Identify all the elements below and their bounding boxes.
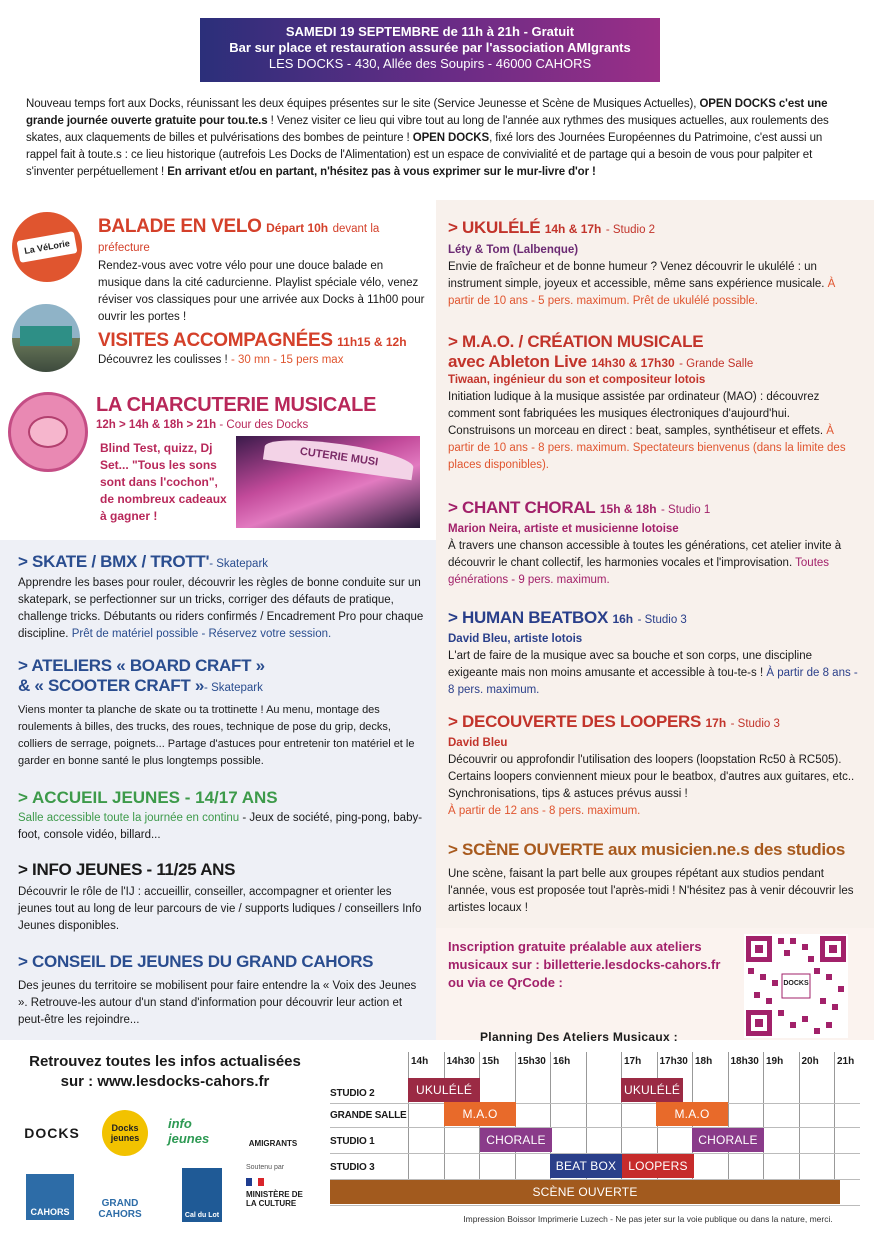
- board-craft-title-1: > ATELIERS « BOARD CRAFT »: [18, 656, 265, 675]
- amigrants-logo: AMIGRANTS: [248, 1139, 298, 1148]
- visites-text: Découvrez les coulisses !: [98, 354, 228, 366]
- bar-ukulele-14h: UKULÉLÉ: [408, 1078, 480, 1102]
- accueil-jeunes-section: [18, 788, 428, 844]
- row-label-studio3: STUDIO 3: [330, 1162, 375, 1173]
- velorie-logo: [12, 212, 82, 282]
- french-flag-icon: [246, 1178, 264, 1186]
- bar-chorale-18h: CHORALE: [692, 1128, 764, 1152]
- loopers-title: > DECOUVERTE DES LOOPERS: [448, 712, 702, 731]
- skate-title: > SKATE / BMX / TROTT': [18, 552, 210, 571]
- retrouvez-line1: Retrouvez toutes les infos actualisées: [29, 1053, 301, 1070]
- grid-hour-label: 15h: [482, 1056, 500, 1067]
- grid-hour-label: 18h30: [730, 1056, 759, 1067]
- grid-row-line: [330, 1103, 860, 1104]
- loopers-place: - Studio 3: [730, 718, 780, 730]
- grid-hour-label: 14h: [411, 1056, 429, 1067]
- chant-info: Toutes générations - 9 pers. maximum.: [448, 557, 830, 586]
- intro-open-docks-tagline: c'est une grande journée ouverte gratuite pour tou.te.s: [26, 98, 828, 127]
- info-jeunes-text: Découvrir le rôle de l'IJ : accueillir, conseiller, accompagner et orienter les jeunes tout au long de leur parcours de vie / supports ludiques / conseillers Info Jeunes disponibles.: [18, 886, 422, 932]
- charcuterie-time: 12h > 14h & 18h > 21h: [96, 419, 217, 431]
- row-label-studio1: STUDIO 1: [330, 1136, 375, 1147]
- board-craft-text: Viens monter ta planche de skate ou ta trottinette ! Au menu, montage des roulements à billes, des trucks, des roues, technique de pose du grip, decks, colliers de serrage, poignets... Partage d'astuces pour entretenir ton matériel et le garder en bonne santé le plus longtemps possible.: [18, 704, 415, 767]
- ukulele-section: [448, 218, 858, 310]
- row-label-grande-salle: GRANDE SALLE: [330, 1110, 407, 1121]
- conseil-jeunes-text: Des jeunes du territoire se mobilisent pour faire entendre la « Voix des Jeunes ». Retrouve-les autour d'un stand d'information pour découvrir leur action et peut-être les rejoindre...: [18, 980, 417, 1026]
- ukulele-place: - Studio 2: [605, 224, 656, 236]
- velorie-logo-text: La VéLorie: [17, 231, 78, 263]
- bar-loopers-17h: LOOPERS: [622, 1154, 694, 1178]
- mao-section: [448, 332, 858, 474]
- grid-row-line: [330, 1127, 860, 1128]
- row-label-studio2: STUDIO 2: [330, 1088, 375, 1099]
- docks-logo: DOCKS: [24, 1125, 80, 1141]
- board-craft-section: [18, 656, 428, 770]
- bar-mao-14h30: M.A.O: [444, 1102, 516, 1126]
- ministere-culture-logo: MINISTÈRE DE LA CULTURE: [246, 1190, 303, 1208]
- loopers-time: 17h: [705, 716, 727, 730]
- intro-p2c: , fixé lors des Journées Européennes du Patrimoine, c'est aussi un rappel fait à toute.s : ce lieu historique (autrefois Les Docks de l'Alimentation) est un espace de convivialité et de partage qui a besoin de vous pour palpiter et s'inventer perpétuellement !: [26, 132, 823, 178]
- cahors-logo: CAHORS: [26, 1174, 74, 1220]
- inscription-text: Inscription gratuite préalable aux ateliers musicaux sur : billetterie.lesdocks-cahors.fr ou via ce QrCode :: [448, 939, 721, 990]
- retrouvez-url[interactable]: sur : www.lesdocks-cahors.fr: [60, 1073, 270, 1090]
- mao-text: Initiation ludique à la musique assistée par ordinateur (MAO) : découvrez comment sont fabriquées les musiques électroniques d'aujourd'hui. Construisons un morceau en direct : beat, samples, synthétiseur et effets.: [448, 391, 824, 437]
- skate-section: [18, 552, 428, 643]
- charcuterie-pig-logo: [8, 392, 88, 472]
- chant-time: 15h & 18h: [599, 502, 657, 516]
- intro-p2: ! Venez visiter ce lieu qui vibre tout au long de l'année aux rythmes des musiques actuelles, aux roulements des skates, aux claquements de billes et pulvérisations des bombes de peinture !: [26, 115, 829, 144]
- mao-time: 14h30 & 17h30: [591, 356, 675, 370]
- grid-hour-label: 20h: [801, 1056, 819, 1067]
- grid-hour-label: 16h: [553, 1056, 571, 1067]
- grid-hour-label: 14h30: [446, 1056, 475, 1067]
- impression-note: Impression Boissor Imprimerie Luzech - Ne pas jeter sur la voie publique ou dans la nature, merci.: [463, 1214, 833, 1224]
- cal-du-lot-logo: Cal du Lot: [182, 1168, 222, 1222]
- ukulele-info: À partir de 10 ans - 5 pers. maximum. Prêt de ukulélé possible.: [448, 278, 836, 307]
- grid-hour-label: 21h: [837, 1056, 855, 1067]
- grid-hour-label: 15h30: [517, 1056, 546, 1067]
- accueil-jeunes-info: Salle accessible toute la journée en continu: [18, 812, 240, 824]
- mao-title-1: > M.A.O. / CRÉATION MUSICALE: [448, 332, 704, 351]
- charcuterie-place: - Cour des Docks: [219, 419, 309, 431]
- loopers-who: David Bleu: [448, 737, 508, 749]
- mao-info: À partir de 10 ans - 8 pers. maximum. Spectateurs bienvenus (dans la limite des places disponibles).: [448, 425, 846, 471]
- intro-p1: Nouveau temps fort aux Docks, réunissant les deux équipes présentes sur le site (Service Jeunesse et Scène de Musiques Actuelles),: [26, 98, 697, 110]
- ukulele-title: > UKULÉLÉ: [448, 218, 541, 237]
- charcuterie-section: [96, 394, 436, 431]
- chant-choral-section: [448, 498, 858, 589]
- banner-address: LES DOCKS - 430, Allée des Soupirs - 46000 CAHORS: [268, 56, 592, 71]
- charcuterie-photo-sign: CUTERIE MUSI: [263, 436, 415, 480]
- banner-bar: Bar sur place et restauration assurée par l'association AMIgrants: [229, 40, 631, 55]
- beatbox-time: 16h: [612, 612, 634, 626]
- balade-velo-text: Rendez-vous avec votre vélo pour une douce balade en musique dans la cité cadurcienne. Playlist spéciale vélo, venez réviser vos classiques pour une arrivée aux Docks à 11h00 pour ouvrir les portes !: [98, 260, 425, 323]
- chant-who: Marion Neira, artiste et musicienne lotoise: [448, 523, 679, 535]
- loopers-info: À partir de 12 ans - 8 pers. maximum.: [448, 805, 641, 817]
- bar-beatbox-16h: BEAT BOX: [550, 1154, 622, 1178]
- bar-chorale-15h: CHORALE: [480, 1128, 552, 1152]
- grid-hour-label: 17h: [624, 1056, 642, 1067]
- board-craft-title-2: & « SCOOTER CRAFT »: [18, 676, 205, 695]
- beatbox-info: À partir de 8 ans - 8 pers. maximum.: [448, 667, 858, 696]
- scene-ouverte-section: [448, 840, 858, 917]
- chant-text: À travers une chanson accessible à toutes les générations, cet atelier invite à découvrir le chant collectif, les harmonies vocales et l'improvisation.: [448, 540, 842, 569]
- scene-text: Une scène, faisant la part belle aux groupes répétant aux studios pendant l'année, vous est proposée tout l'après-midi ! N'hésitez pas à venir découvrir les artistes locaux !: [448, 868, 854, 914]
- visites-title: VISITES ACCOMPAGNÉES: [98, 330, 333, 351]
- intro-open-docks-1: OPEN DOCKS: [699, 98, 776, 110]
- qr-code[interactable]: [744, 934, 848, 1038]
- charcuterie-title: LA CHARCUTERIE MUSICALE: [96, 394, 377, 416]
- board-craft-place: - Skatepark: [204, 682, 263, 694]
- skate-place: - Skatepark: [209, 558, 269, 570]
- accueil-jeunes-text: - Jeux de société, ping-pong, baby-foot, console vidéo, billard...: [18, 812, 423, 841]
- retrouvez-block: [20, 1052, 310, 1092]
- beatbox-who: David Bleu, artiste lotois: [448, 633, 583, 645]
- banner-date: SAMEDI 19 SEPTEMBRE de 11h à 21h - Gratuit: [285, 24, 575, 39]
- top-banner: [200, 18, 660, 82]
- visites-time: 11h15 & 12h: [337, 335, 407, 349]
- intro-open-docks-2: OPEN DOCKS: [412, 132, 490, 144]
- loopers-text: Découvrir ou approfondir l'utilisation des loopers (loopstation Rc50 à RC505). Certains loopers conviennent mieux pour le beatbox, d'autres aux guitares, etc.. Synchronisations, tips & astuces prévus aussi !: [448, 754, 855, 800]
- chant-place: - Studio 1: [661, 504, 711, 516]
- beatbox-text: L'art de faire de la musique avec sa bouche et son corps, une discipline exigeante mais non moins amusante et accessible à tou-te-s !: [448, 650, 813, 679]
- grid-hour-label: 19h: [766, 1056, 784, 1067]
- loopers-section: [448, 712, 858, 820]
- mao-title-2: avec Ableton Live: [448, 352, 587, 371]
- grid-hour-label: 18h: [695, 1056, 713, 1067]
- planning-title: Planning Des Ateliers Musicaux :: [480, 1030, 678, 1044]
- scene-title: > SCÈNE OUVERTE aux musicien.ne.s des studios: [448, 840, 845, 859]
- mao-who: Tiwaan, ingénieur du son et compositeur lotois: [448, 374, 706, 386]
- ukulele-text: Envie de fraîcheur et de bonne humeur ? Venez découvrir le ukulélé : un instrument simple, joyeux et accessible, même sans expérience musicale.: [448, 261, 825, 290]
- planning-grid: [330, 1052, 860, 1210]
- bar-scene-ouverte: SCÈNE OUVERTE: [330, 1180, 840, 1204]
- docks-building-photo: [12, 304, 80, 372]
- balade-velo-time: Départ 10h: [266, 221, 329, 235]
- info-jeunes-section: [18, 860, 428, 935]
- beatbox-title: > HUMAN BEATBOX: [448, 608, 608, 627]
- balade-velo-place: devant la préfecture: [98, 223, 380, 254]
- qr-center-label: DOCKS: [783, 980, 809, 987]
- grid-row-line: [330, 1205, 860, 1206]
- conseil-jeunes-title: > CONSEIL DE JEUNES DU GRAND CAHORS: [18, 952, 374, 971]
- skate-text: Apprendre les bases pour rouler, découvrir les règles de bonne conduite sur un skatepark, se perfectionner sur un tricks, corriger des défauts de pratique, challenge tricks. Débutants ou riders confirmés / Encadrement Pro pour chaque discipline.: [18, 577, 424, 640]
- ukulele-time: 14h & 17h: [544, 222, 602, 236]
- chant-title: > CHANT CHORAL: [448, 498, 596, 517]
- visites-info: - 30 mn - 15 pers max: [230, 354, 344, 366]
- visites-section: [98, 330, 428, 369]
- charcuterie-photo: [236, 436, 420, 528]
- info-jeunes-logo: info jeunes: [168, 1116, 210, 1146]
- bar-ukulele-17h: UKULÉLÉ: [621, 1078, 683, 1102]
- intro-text: [26, 96, 848, 181]
- human-beatbox-section: [448, 608, 858, 699]
- balade-velo-section: [98, 216, 428, 326]
- grid-hour-label: 17h30: [659, 1056, 688, 1067]
- intro-livre-dor: En arrivant et/ou en partant, n'hésitez pas à vous exprimer sur le mur-livre d'or !: [167, 166, 596, 178]
- bar-mao-17h30: M.A.O: [656, 1102, 728, 1126]
- soutenu-label: Soutenu par: [246, 1164, 285, 1171]
- beatbox-place: - Studio 3: [637, 614, 687, 626]
- info-jeunes-title: > INFO JEUNES - 11/25 ANS: [18, 860, 236, 879]
- docks-jeunes-logo: Docks jeunes: [102, 1110, 148, 1156]
- accueil-jeunes-title: > ACCUEIL JEUNES - 14/17 ANS: [18, 788, 278, 807]
- charcuterie-text: Blind Test, quizz, Dj Set... "Tous les sons sont dans l'cochon", de nombreux cadeaux à gagner !: [100, 441, 227, 523]
- grand-cahors-logo: GRAND CAHORS: [98, 1198, 142, 1220]
- mao-place: - Grande Salle: [679, 358, 754, 370]
- balade-velo-title: BALADE EN VELO: [98, 216, 262, 237]
- ukulele-who: Léty & Tom (Lalbenque): [448, 244, 579, 256]
- conseil-jeunes-section: [18, 952, 428, 1029]
- skate-info: Prêt de matériel possible - Réservez votre session.: [71, 628, 332, 640]
